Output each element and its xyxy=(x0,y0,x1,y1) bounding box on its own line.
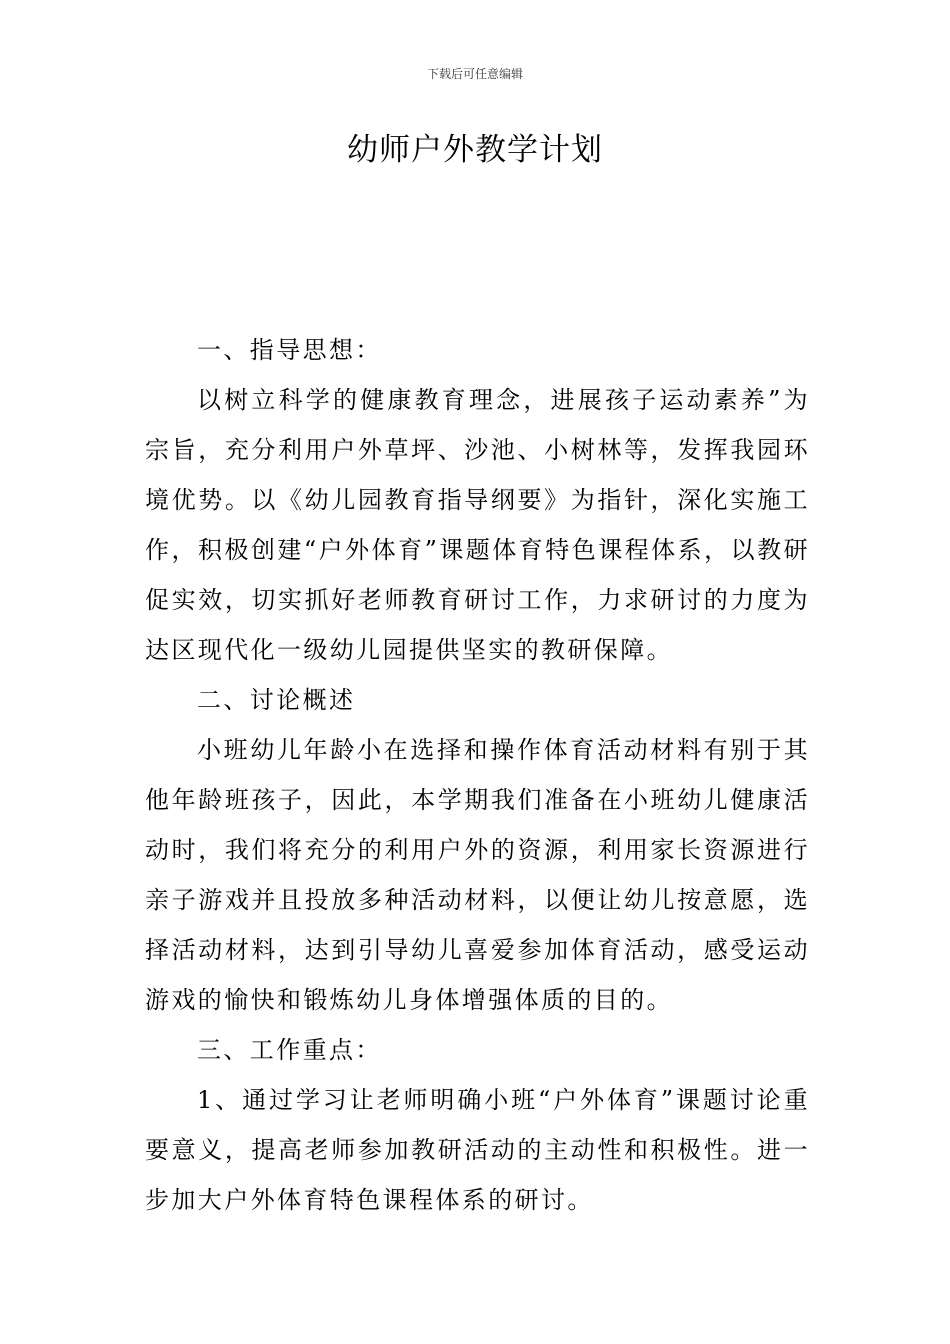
header-note: 下载后可任意编辑 xyxy=(426,67,523,81)
document-body xyxy=(145,325,810,1225)
paragraph-overview: 小班幼儿年龄小在选择和操作体育活动材料有别于其他年龄班孩子，因此，本学期我们准备在小班幼儿健康活动时，我们将充分的利用户外的资源，利用家长资源进行亲子游戏并且投放多种活动材料，以便让幼儿按意愿，选择活动材料，达到引导幼儿喜爱参加体育活动，感受运动游戏的愉快和锻炼幼儿身体增强体质的目的。 xyxy=(145,736,810,1014)
section-heading-overview: 二、讨论概述 xyxy=(197,686,356,714)
section-heading-work-focus: 三、工作重点： xyxy=(197,1036,382,1064)
paragraph-work-focus-1: 1、通过学习让老师明确小班“户外体育”课题讨论重要意义，提高老师参加教研活动的主动性和积极性。进一步加大户外体育特色课程体系的研讨。 xyxy=(145,1086,810,1214)
document-title: 幼师户外教学计划 xyxy=(347,132,603,168)
paragraph-guiding-ideology: 以树立科学的健康教育理念，进展孩子运动素养”为宗旨，充分利用户外草坪、沙池、小树林等，发挥我园环境优势。以《幼儿园教育指导纲要》为指针，深化实施工作，积极创建“户外体育”课题体育特色课程体系，以教研促实效，切实抓好老师教育研讨工作，力求研讨的力度为达区现代化一级幼儿园提供坚实的教研保障。 xyxy=(145,386,810,664)
section-heading-guiding-ideology: 一、指导思想： xyxy=(197,336,382,364)
